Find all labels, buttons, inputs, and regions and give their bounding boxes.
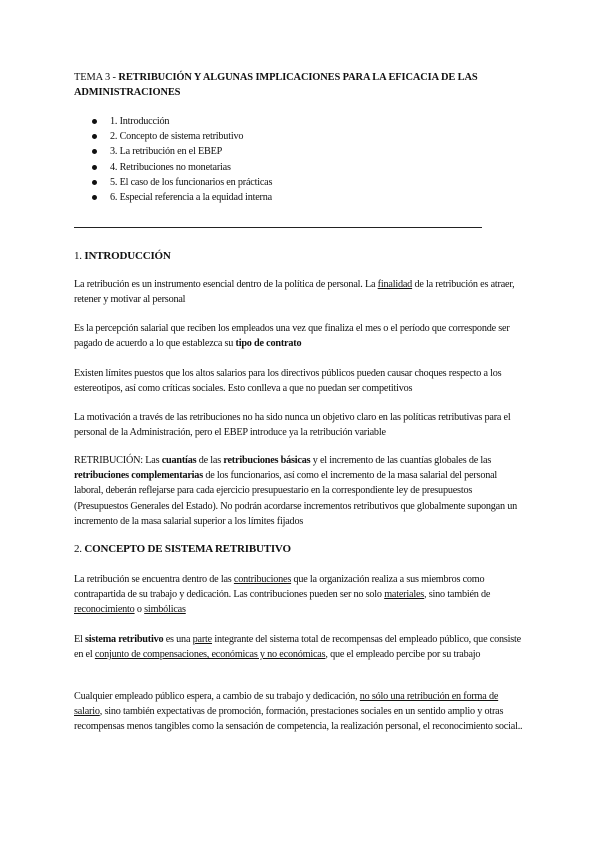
horizontal-divider	[74, 227, 482, 228]
text-run: La retribución se encuentra dentro de las	[74, 574, 234, 585]
text-run: y el incremento de las cuantías globales de las	[310, 455, 492, 466]
underlined-term: simbólicas	[144, 604, 186, 616]
text-run: Cualquier empleado público espera, a cambio de su trabajo y dedicación,	[74, 691, 360, 702]
document-title	[74, 70, 534, 100]
text-run: El	[74, 634, 86, 645]
section-2-paragraph-1	[74, 572, 526, 618]
toc-item: 3. La retribución en el EBEP	[92, 144, 272, 159]
text-run: , sino también de	[424, 589, 491, 601]
section-2-paragraph-3	[74, 689, 526, 735]
section-1-paragraph-2	[74, 321, 526, 351]
text-run: , sino también expectativas de promoción, formación, prestaciones sociales en un sentido amplio y otras recompensas menos tangibles como la sensación de competencia, la realización personal, el reconocimiento social..	[74, 706, 523, 733]
section-1-paragraph-1	[74, 277, 526, 307]
section-1-paragraph-4: La motivación a través de las retribuciones no ha sido nunca un objetivo claro en las políticas retributivas para el personal de la Administración, pero el EBEP introduce ya la retribución variable	[74, 412, 511, 439]
section-2-heading	[74, 543, 291, 555]
section-2-title: CONCEPTO DE SISTEMA RETRIBUTIVO	[84, 543, 291, 555]
toc-item: 2. Concepto de sistema retributivo	[92, 129, 272, 144]
text-run: es una	[163, 634, 193, 645]
section-2-paragraph-2	[74, 632, 526, 662]
section-1-heading	[74, 250, 171, 262]
underlined-term: parte	[192, 634, 212, 645]
bold-term: sistema retributivo	[85, 634, 164, 645]
section-1-number: 1.	[74, 250, 85, 262]
underlined-term: materiales	[384, 589, 425, 601]
text-run: de las	[196, 455, 224, 466]
section-1-paragraph-5	[74, 453, 526, 529]
toc-item: 4. Retribuciones no monetarias	[92, 160, 272, 175]
bold-term: tipo de contrato	[235, 338, 302, 350]
text-run: La retribución es un instrumento esencial dentro de la política de personal. La	[74, 279, 378, 290]
underlined-term: no sólo una retribución en forma de salario	[74, 691, 499, 718]
section-1-paragraph-3: Existen límites puestos que los altos salarios para los directivos públicos pueden causar choques respecto a los estereotipos, así como críticas sociales. Esto conlleva a que no puedan ser competitivos	[74, 368, 502, 395]
toc-item: 5. El caso de los funcionarios en prácticas	[92, 175, 272, 190]
bold-term: retribuciones complementarias	[74, 470, 203, 482]
text-run: de los funcionarios, así como el incremento de la masa salarial del personal laboral, deberán reflejarse para cada ejercicio presupuestario en la correspondiente ley de presupuestos (Presupuestos Generales del Estado). No podrán acordarse incrementos retributivos que globalmente supongan un incremento de la masa salarial superior a los límites fijados	[74, 470, 518, 527]
text-run: integrante del sistema total de recompensas del empleado público, que consiste en el	[74, 634, 521, 661]
text-run: Es la percepción salarial que reciben los empleados una vez que finaliza el mes o el período que corresponde ser pagado de acuerdo a lo que establezca su	[74, 323, 510, 350]
bold-term: cuantías	[161, 455, 197, 466]
text-run: o	[134, 604, 145, 616]
toc-item: 1. Introducción	[92, 114, 272, 129]
underlined-term: reconocimiento	[74, 604, 135, 616]
section-2-number: 2.	[74, 543, 85, 555]
toc-item: 6. Especial referencia a la equidad interna	[92, 190, 272, 205]
title-text: RETRIBUCIÓN Y ALGUNAS IMPLICACIONES PARA LA EFICACIA DE LAS ADMINISTRACIONES	[74, 72, 478, 98]
underlined-term: finalidad	[377, 279, 413, 290]
text-run: , que el empleado percibe por su trabajo	[325, 649, 481, 661]
title-prefix: TEMA 3 -	[74, 72, 119, 83]
underlined-term: conjunto de compensaciones, económicas y no económicas	[94, 649, 326, 661]
table-of-contents	[92, 114, 272, 205]
section-1-title: INTRODUCCIÓN	[84, 250, 171, 262]
text-run: que la organización realiza a sus miembros como contrapartida de su trabajo y dedicación. Las contribuciones pueden ser no solo	[74, 574, 485, 601]
bold-term: retribuciones básicas	[223, 455, 311, 466]
text-run: RETRIBUCIÓN: Las	[74, 455, 162, 466]
underlined-term: contribuciones	[233, 574, 292, 585]
text-run: de la retribución es atraer, retener y motivar al personal	[74, 279, 515, 306]
